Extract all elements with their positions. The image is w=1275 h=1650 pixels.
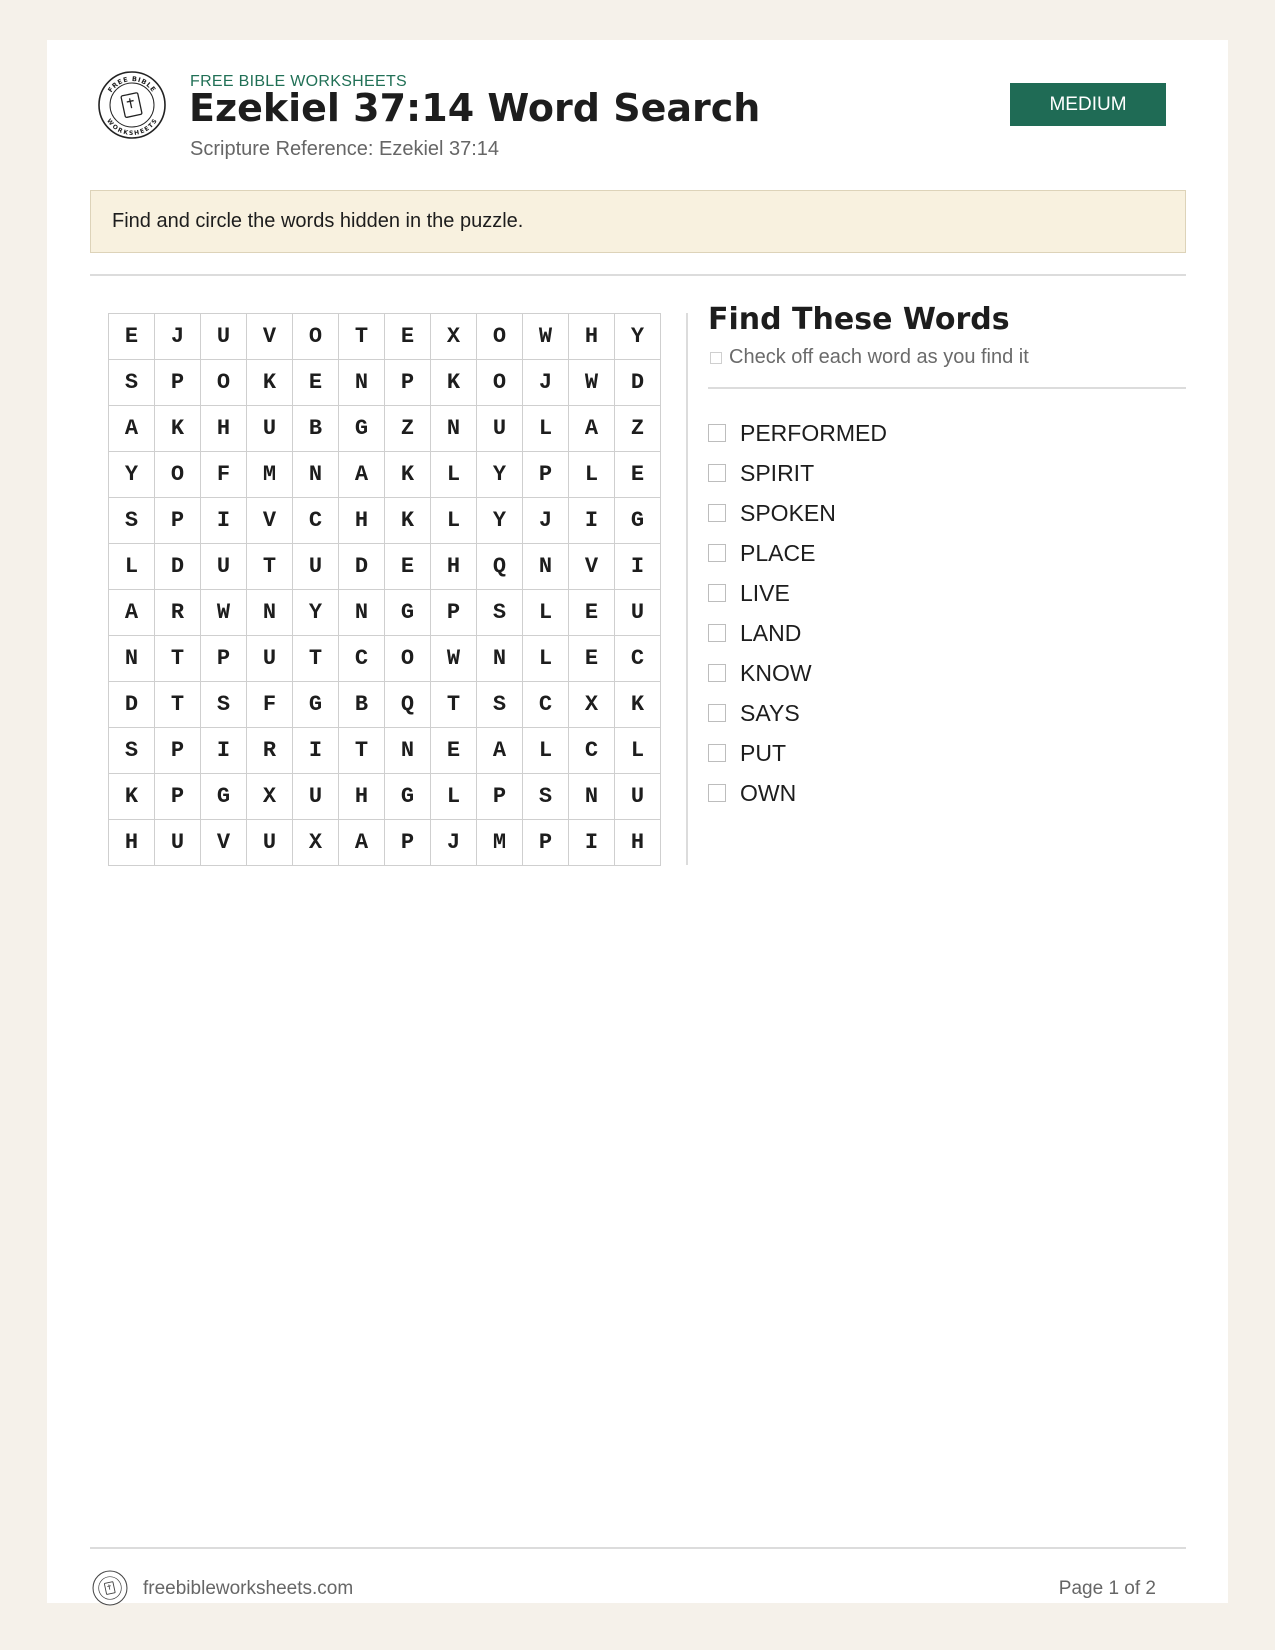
instructions-text: Find and circle the words hidden in the puzzle. [112,210,524,232]
word-checkbox[interactable] [708,664,726,682]
grid-cell[interactable]: M [477,820,523,866]
section-divider [90,274,1186,276]
grid-cell[interactable]: G [201,774,247,820]
grid-cell[interactable]: B [293,406,339,452]
grid-cell[interactable]: H [431,544,477,590]
grid-cell[interactable]: G [339,406,385,452]
grid-cell[interactable]: U [477,406,523,452]
grid-cell[interactable]: T [247,544,293,590]
word-label: PLACE [740,539,816,566]
grid-cell[interactable]: P [431,590,477,636]
grid-cell[interactable]: L [523,406,569,452]
grid-row [109,820,661,866]
grid-row [109,360,661,406]
grid-cell[interactable]: R [247,728,293,774]
grid-cell[interactable]: H [339,774,385,820]
grid-row [109,682,661,728]
word-search-grid [108,313,661,866]
grid-cell[interactable]: F [201,452,247,498]
scripture-reference: Scripture Reference: Ezekiel 37:14 [190,138,500,160]
grid-cell[interactable]: G [615,498,661,544]
word-bank-hint-text: Check off each word as you find it [729,346,1029,368]
grid-cell[interactable]: S [477,682,523,728]
grid-cell[interactable]: G [293,682,339,728]
bible-book-icon [121,93,142,118]
grid-cell[interactable]: N [431,406,477,452]
grid-cell[interactable]: T [431,682,477,728]
grid-row [109,544,661,590]
grid-cell[interactable]: S [109,498,155,544]
footer-divider [90,1547,1186,1549]
grid-cell[interactable]: J [523,498,569,544]
grid-cell[interactable]: V [201,820,247,866]
logo-bottom-text: WORKSHEETS [105,117,159,138]
grid-cell[interactable]: Y [293,590,339,636]
grid-row [109,774,661,820]
grid-cell[interactable]: S [109,360,155,406]
grid-cell[interactable]: F [247,682,293,728]
word-bank-item[interactable] [708,613,887,653]
grid-cell[interactable]: N [247,590,293,636]
grid-cell[interactable]: I [293,728,339,774]
grid-cell[interactable]: U [615,774,661,820]
grid-cell[interactable]: U [155,820,201,866]
grid-cell[interactable]: O [477,314,523,360]
grid-row [109,452,661,498]
grid-cell[interactable]: T [155,636,201,682]
grid-cell[interactable]: E [109,314,155,360]
word-checkbox[interactable] [708,784,726,802]
grid-cell[interactable]: L [523,590,569,636]
grid-cell[interactable]: K [155,406,201,452]
grid-cell[interactable]: P [155,498,201,544]
column-divider [686,313,688,865]
grid-cell[interactable]: N [385,728,431,774]
grid-cell[interactable]: A [477,728,523,774]
grid-cell[interactable]: B [339,682,385,728]
brand-name: FREE BIBLE WORKSHEETS [190,73,408,90]
grid-cell[interactable]: L [569,452,615,498]
grid-cell[interactable]: I [201,728,247,774]
grid-cell[interactable]: S [201,682,247,728]
word-bank-item[interactable] [708,653,887,693]
word-bank-item[interactable] [708,453,887,493]
grid-cell[interactable]: X [247,774,293,820]
grid-cell[interactable]: T [339,728,385,774]
grid-cell[interactable]: L [615,728,661,774]
logo-top-text: FREE BIBLE [106,74,158,94]
instructions-box [90,190,1186,253]
grid-cell[interactable]: U [247,406,293,452]
grid-cell[interactable]: N [339,360,385,406]
word-bank-item[interactable] [708,493,887,533]
grid-cell[interactable]: P [523,820,569,866]
grid-cell[interactable]: M [247,452,293,498]
grid-cell[interactable]: P [155,728,201,774]
word-bank-hint [710,346,1029,369]
word-bank-item[interactable] [708,413,887,453]
worksheet-page [47,40,1228,1603]
grid-cell[interactable]: U [201,314,247,360]
grid-cell[interactable]: C [293,498,339,544]
grid-cell[interactable]: L [431,774,477,820]
grid-cell[interactable]: C [569,728,615,774]
grid-cell[interactable]: O [477,360,523,406]
grid-cell[interactable]: O [293,314,339,360]
grid-cell[interactable]: A [339,452,385,498]
grid-cell[interactable]: W [431,636,477,682]
word-checkbox[interactable] [708,624,726,642]
grid-cell[interactable]: S [477,590,523,636]
grid-cell[interactable]: X [431,314,477,360]
word-label: SPOKEN [740,499,836,526]
grid-cell[interactable]: D [615,360,661,406]
grid-cell[interactable]: R [155,590,201,636]
grid-cell[interactable]: E [385,544,431,590]
grid-cell[interactable]: N [339,590,385,636]
word-bank-item[interactable] [708,693,887,733]
grid-cell[interactable]: H [569,314,615,360]
grid-cell[interactable]: O [201,360,247,406]
grid-cell[interactable]: J [431,820,477,866]
grid-cell[interactable]: Q [477,544,523,590]
word-bank-item[interactable] [708,773,887,813]
grid-cell[interactable]: Q [385,682,431,728]
footer-logo [92,1570,128,1606]
grid-cell[interactable]: J [155,314,201,360]
grid-cell[interactable]: A [109,406,155,452]
grid-row [109,728,661,774]
footer-site-link[interactable]: freebibleworksheets.com [143,1578,354,1599]
grid-cell[interactable]: D [155,544,201,590]
grid-cell[interactable]: U [247,820,293,866]
grid-cell[interactable]: C [523,682,569,728]
grid-cell[interactable]: E [569,590,615,636]
difficulty-badge: MEDIUM [1010,83,1166,126]
grid-cell[interactable]: E [569,636,615,682]
page-number: Page 1 of 2 [1058,1578,1156,1599]
grid-cell[interactable]: L [523,728,569,774]
grid-cell[interactable]: T [293,636,339,682]
grid-cell[interactable]: N [523,544,569,590]
grid-cell[interactable]: V [247,314,293,360]
grid-cell[interactable]: S [109,728,155,774]
grid-cell[interactable]: L [523,636,569,682]
grid-cell[interactable]: G [385,590,431,636]
grid-cell[interactable]: J [523,360,569,406]
word-label: SPIRIT [740,459,815,486]
word-checkbox[interactable] [708,704,726,722]
word-checkbox[interactable] [708,584,726,602]
grid-cell[interactable]: E [431,728,477,774]
grid-cell[interactable]: U [201,544,247,590]
grid-cell[interactable]: L [431,452,477,498]
grid-cell[interactable]: Z [615,406,661,452]
grid-cell[interactable]: A [109,590,155,636]
word-label: LAND [740,619,802,646]
grid-row [109,590,661,636]
grid-cell[interactable]: Y [477,498,523,544]
grid-cell[interactable]: W [569,360,615,406]
grid-cell[interactable]: P [477,774,523,820]
grid-cell[interactable]: L [109,544,155,590]
word-label: SAYS [740,699,800,726]
word-checkbox[interactable] [708,544,726,562]
grid-cell[interactable]: H [339,498,385,544]
word-checkbox[interactable] [708,744,726,762]
grid-cell[interactable]: Y [109,452,155,498]
grid-cell[interactable]: H [201,406,247,452]
grid-cell[interactable]: O [385,636,431,682]
grid-cell[interactable]: T [339,314,385,360]
grid-cell[interactable]: D [109,682,155,728]
grid-cell[interactable]: X [293,820,339,866]
grid-cell[interactable]: S [523,774,569,820]
grid-cell[interactable]: Z [385,406,431,452]
grid-cell[interactable]: N [293,452,339,498]
grid-row [109,406,661,452]
grid-cell[interactable]: X [569,682,615,728]
bible-book-icon [104,1582,115,1595]
grid-cell[interactable]: E [293,360,339,406]
grid-cell[interactable]: D [339,544,385,590]
checkbox-icon [710,352,722,364]
word-bank-title: Find These Words [708,302,1010,337]
grid-cell[interactable]: A [569,406,615,452]
word-label: LIVE [740,579,790,606]
grid-cell[interactable]: H [615,820,661,866]
grid-cell[interactable]: P [155,774,201,820]
grid-cell[interactable]: U [615,590,661,636]
grid-cell[interactable]: Y [477,452,523,498]
word-bank-divider [708,387,1186,389]
grid-cell[interactable]: W [523,314,569,360]
word-bank-item[interactable] [708,533,887,573]
grid-cell[interactable]: E [615,452,661,498]
word-label: OWN [740,779,797,806]
grid-cell[interactable]: P [201,636,247,682]
word-label: PUT [740,739,786,766]
word-checkbox[interactable] [708,424,726,442]
grid-cell[interactable]: I [615,544,661,590]
grid-cell[interactable]: A [339,820,385,866]
grid-cell[interactable]: P [523,452,569,498]
grid-cell[interactable]: H [109,820,155,866]
grid-cell[interactable]: I [201,498,247,544]
grid-cell[interactable]: K [615,682,661,728]
grid-cell[interactable]: L [431,498,477,544]
grid-cell[interactable]: N [569,774,615,820]
page-title: Ezekiel 37:14 Word Search [189,86,761,130]
grid-cell[interactable]: I [569,498,615,544]
grid-cell[interactable]: K [385,452,431,498]
word-label: KNOW [740,659,812,686]
grid-cell[interactable]: U [293,544,339,590]
grid-cell[interactable]: N [109,636,155,682]
word-label: PERFORMED [740,419,887,446]
grid-cell[interactable]: C [339,636,385,682]
grid-cell[interactable]: O [155,452,201,498]
site-logo [97,70,167,140]
grid-cell[interactable]: K [431,360,477,406]
grid-cell[interactable]: T [155,682,201,728]
grid-cell[interactable]: P [155,360,201,406]
grid-cell[interactable]: G [385,774,431,820]
grid-cell[interactable]: V [247,498,293,544]
grid-cell[interactable]: P [385,820,431,866]
grid-row [109,498,661,544]
grid-cell[interactable]: U [293,774,339,820]
grid-cell[interactable]: I [569,820,615,866]
grid-cell[interactable]: P [385,360,431,406]
grid-cell[interactable]: C [615,636,661,682]
word-bank-item[interactable] [708,573,887,613]
grid-cell[interactable]: V [569,544,615,590]
word-checkbox[interactable] [708,464,726,482]
grid-cell[interactable]: N [477,636,523,682]
grid-cell[interactable]: K [109,774,155,820]
grid-cell[interactable]: E [385,314,431,360]
word-checkbox[interactable] [708,504,726,522]
grid-cell[interactable]: K [385,498,431,544]
grid-cell[interactable]: Y [615,314,661,360]
word-bank-list [708,413,887,813]
word-bank-item[interactable] [708,733,887,773]
grid-row [109,314,661,360]
grid-cell[interactable]: K [247,360,293,406]
grid-row [109,636,661,682]
grid-cell[interactable]: U [247,636,293,682]
grid-cell[interactable]: W [201,590,247,636]
